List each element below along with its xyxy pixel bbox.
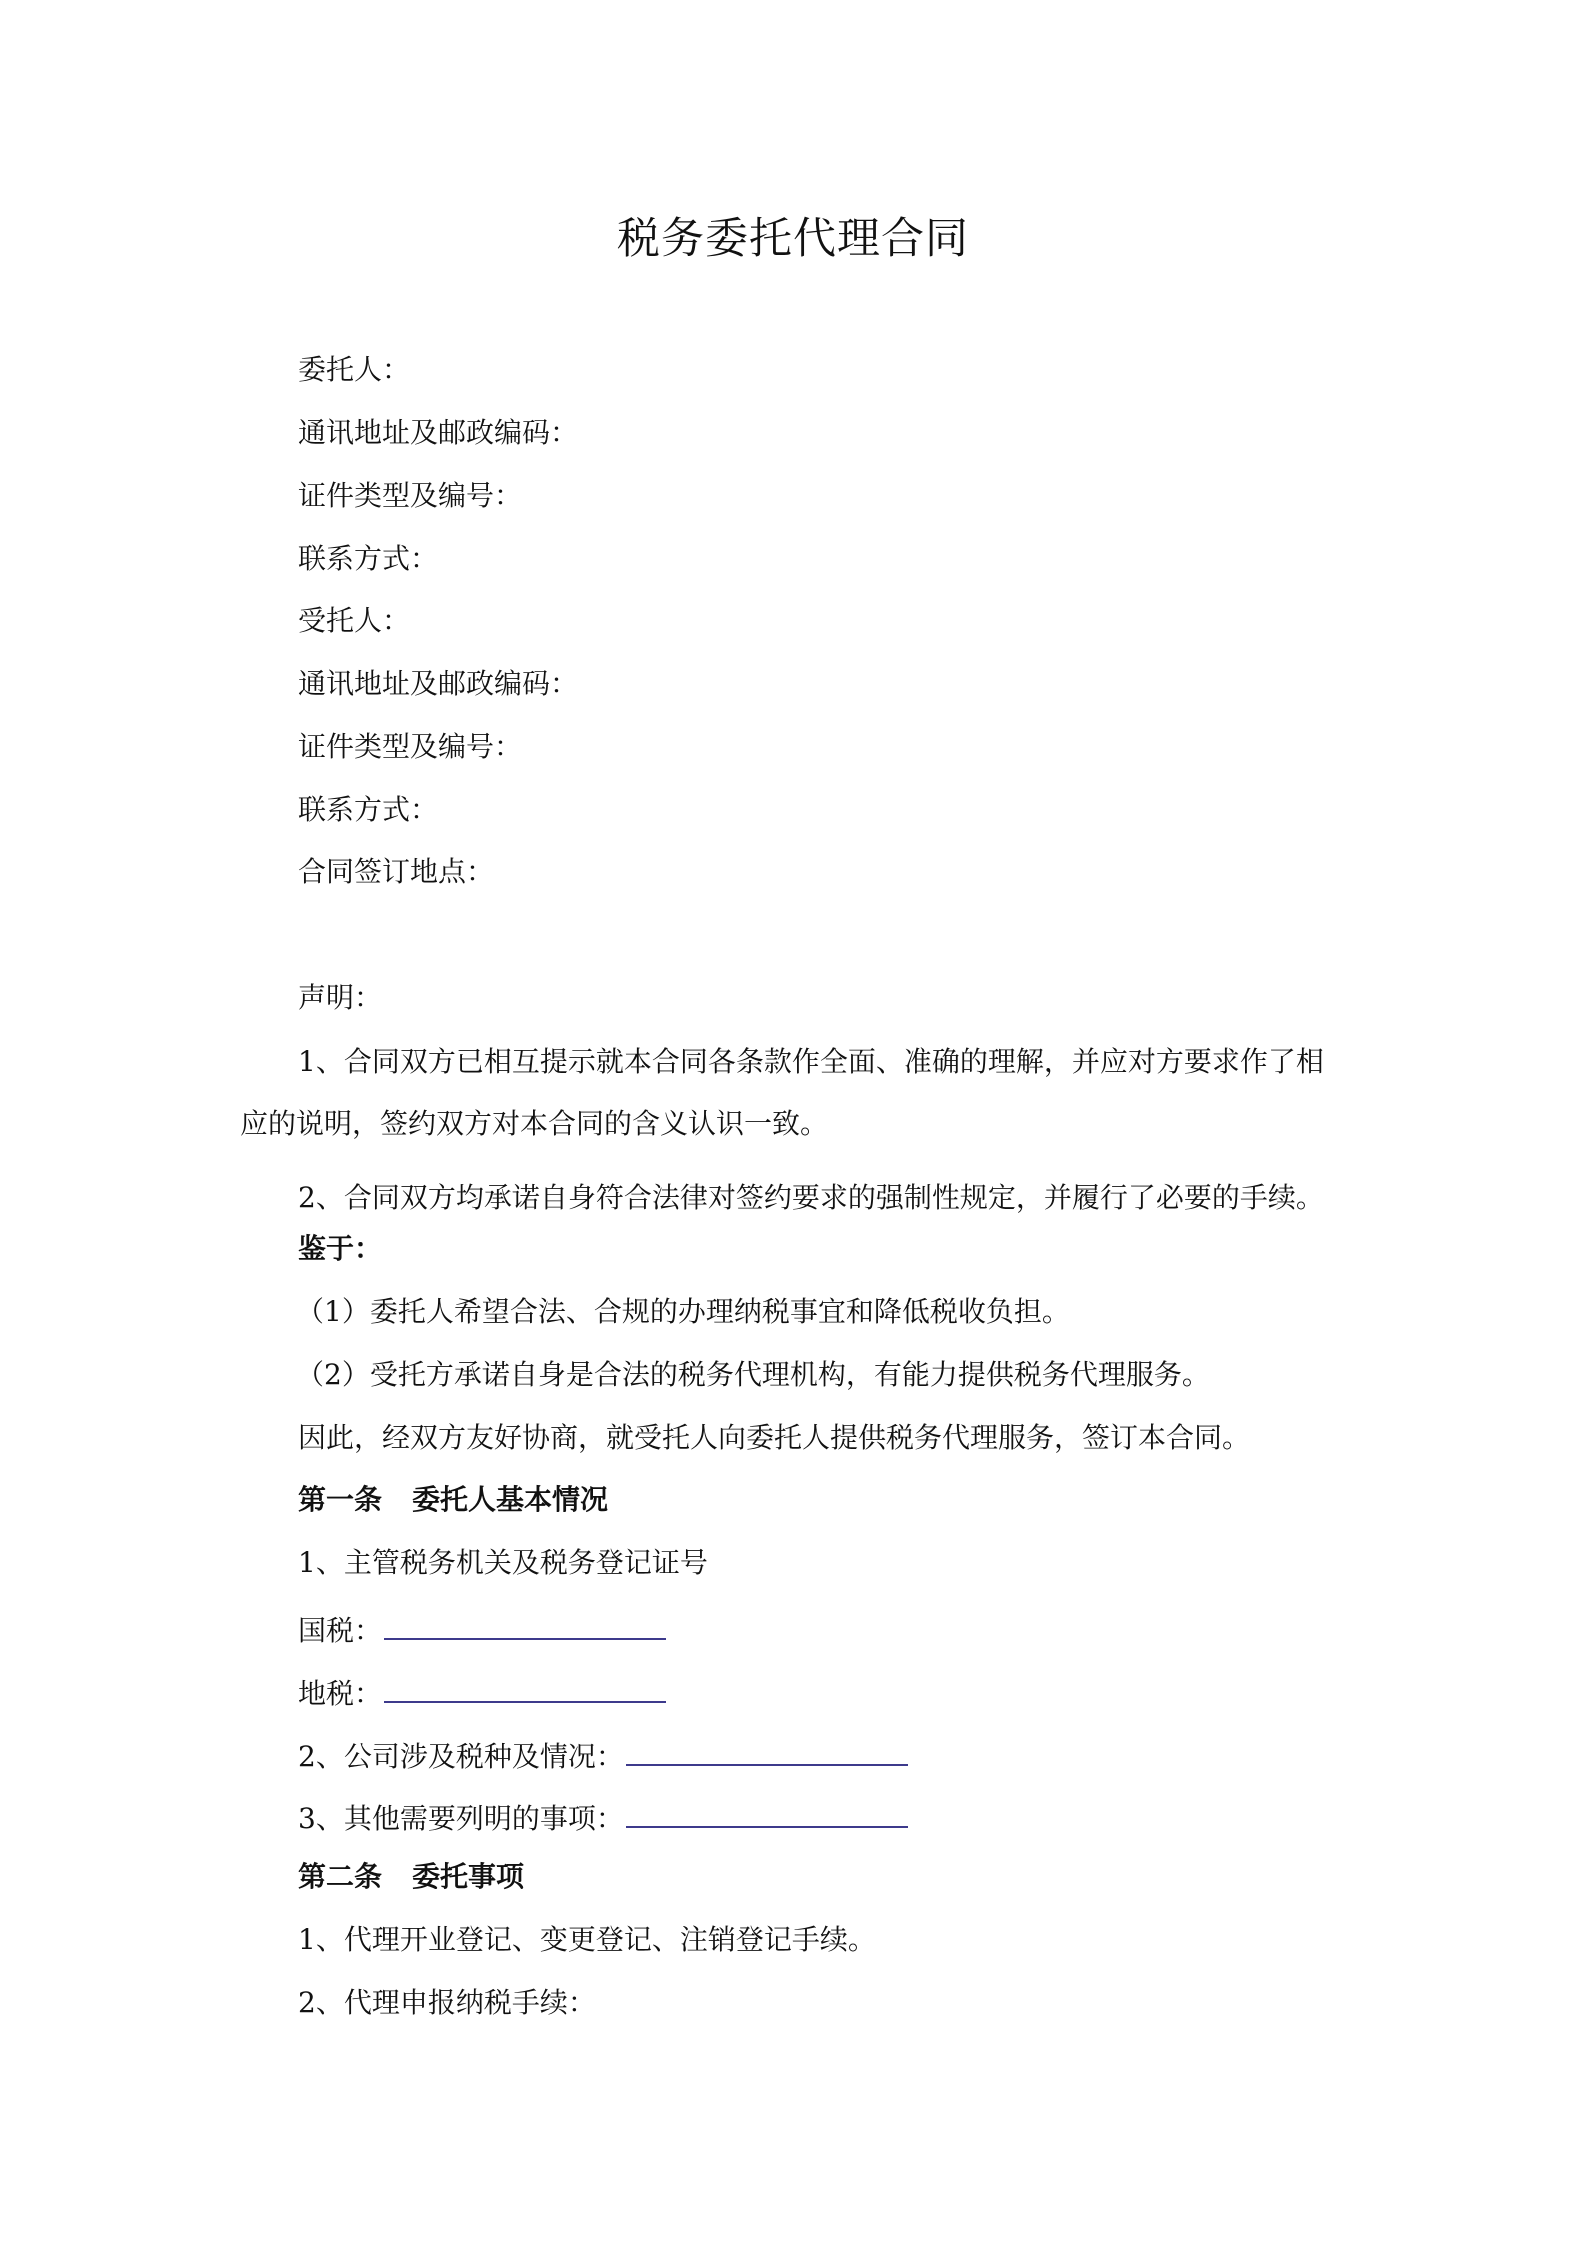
principal-contact-label: 联系方式： bbox=[298, 542, 439, 575]
agent-id-label: 证件类型及编号： bbox=[298, 730, 523, 763]
article-2-title: 委托事项 bbox=[412, 1860, 525, 1893]
whereas-conclusion: 因此，经双方友好协商，就受托人向委托人提供税务代理服务，签订本合同。 bbox=[298, 1421, 1251, 1454]
article-2-item-2: 2、代理申报纳税手续： bbox=[298, 1986, 596, 2019]
national-tax-row bbox=[298, 1606, 666, 1651]
tax-types-blank[interactable] bbox=[626, 1732, 908, 1766]
article-1-title: 委托人基本情况 bbox=[412, 1483, 609, 1516]
document-title: 税务委托代理合同 bbox=[617, 214, 969, 264]
whereas-heading: 鉴于： bbox=[298, 1232, 383, 1265]
article-2-item-1: 1、代理开业登记、变更登记、注销登记手续。 bbox=[298, 1923, 876, 1956]
other-matters-blank[interactable] bbox=[626, 1794, 908, 1828]
principal-id-label: 证件类型及编号： bbox=[298, 479, 523, 512]
local-tax-label: 地税： bbox=[298, 1677, 383, 1710]
article-1-number: 第一条 bbox=[298, 1483, 383, 1516]
article-2-heading bbox=[298, 1857, 524, 1897]
article-2-number: 第二条 bbox=[298, 1860, 383, 1893]
agent-contact-label: 联系方式： bbox=[298, 793, 439, 826]
agent-label: 受托人： bbox=[298, 604, 411, 637]
local-tax-row bbox=[298, 1669, 666, 1714]
article-1-heading bbox=[298, 1480, 608, 1520]
principal-address-label: 通讯地址及邮政编码： bbox=[298, 416, 579, 449]
tax-types-label: 2、公司涉及税种及情况： bbox=[298, 1740, 624, 1773]
national-tax-label: 国税： bbox=[298, 1614, 383, 1647]
declaration-heading: 声明： bbox=[298, 981, 383, 1014]
whereas-item-2: （2）受托方承诺自身是合法的税务代理机构，有能力提供税务代理服务。 bbox=[296, 1358, 1210, 1391]
declaration-item-1: 1、合同双方已相互提示就本合同各条款作全面、准确的理解，并应对方要求作了相应的说明，签约双方对本合同的含义认识一致。 bbox=[240, 1045, 1324, 1140]
other-matters-label: 3、其他需要列明的事项： bbox=[298, 1802, 624, 1835]
declaration-item-2: 2、合同双方均承诺自身符合法律对签约要求的强制性规定，并履行了必要的手续。 bbox=[298, 1181, 1324, 1214]
whereas-item-1: （1）委托人希望合法、合规的办理纳税事宜和降低税收负担。 bbox=[296, 1295, 1070, 1328]
other-matters-row bbox=[298, 1794, 908, 1839]
tax-types-row bbox=[298, 1732, 908, 1777]
national-tax-blank[interactable] bbox=[384, 1606, 666, 1640]
agent-address-label: 通讯地址及邮政编码： bbox=[298, 667, 579, 700]
principal-label: 委托人： bbox=[298, 353, 411, 386]
signing-place-label: 合同签订地点： bbox=[298, 855, 495, 888]
article-1-item-1: 1、主管税务机关及税务登记证号 bbox=[298, 1546, 708, 1579]
local-tax-blank[interactable] bbox=[384, 1669, 666, 1703]
